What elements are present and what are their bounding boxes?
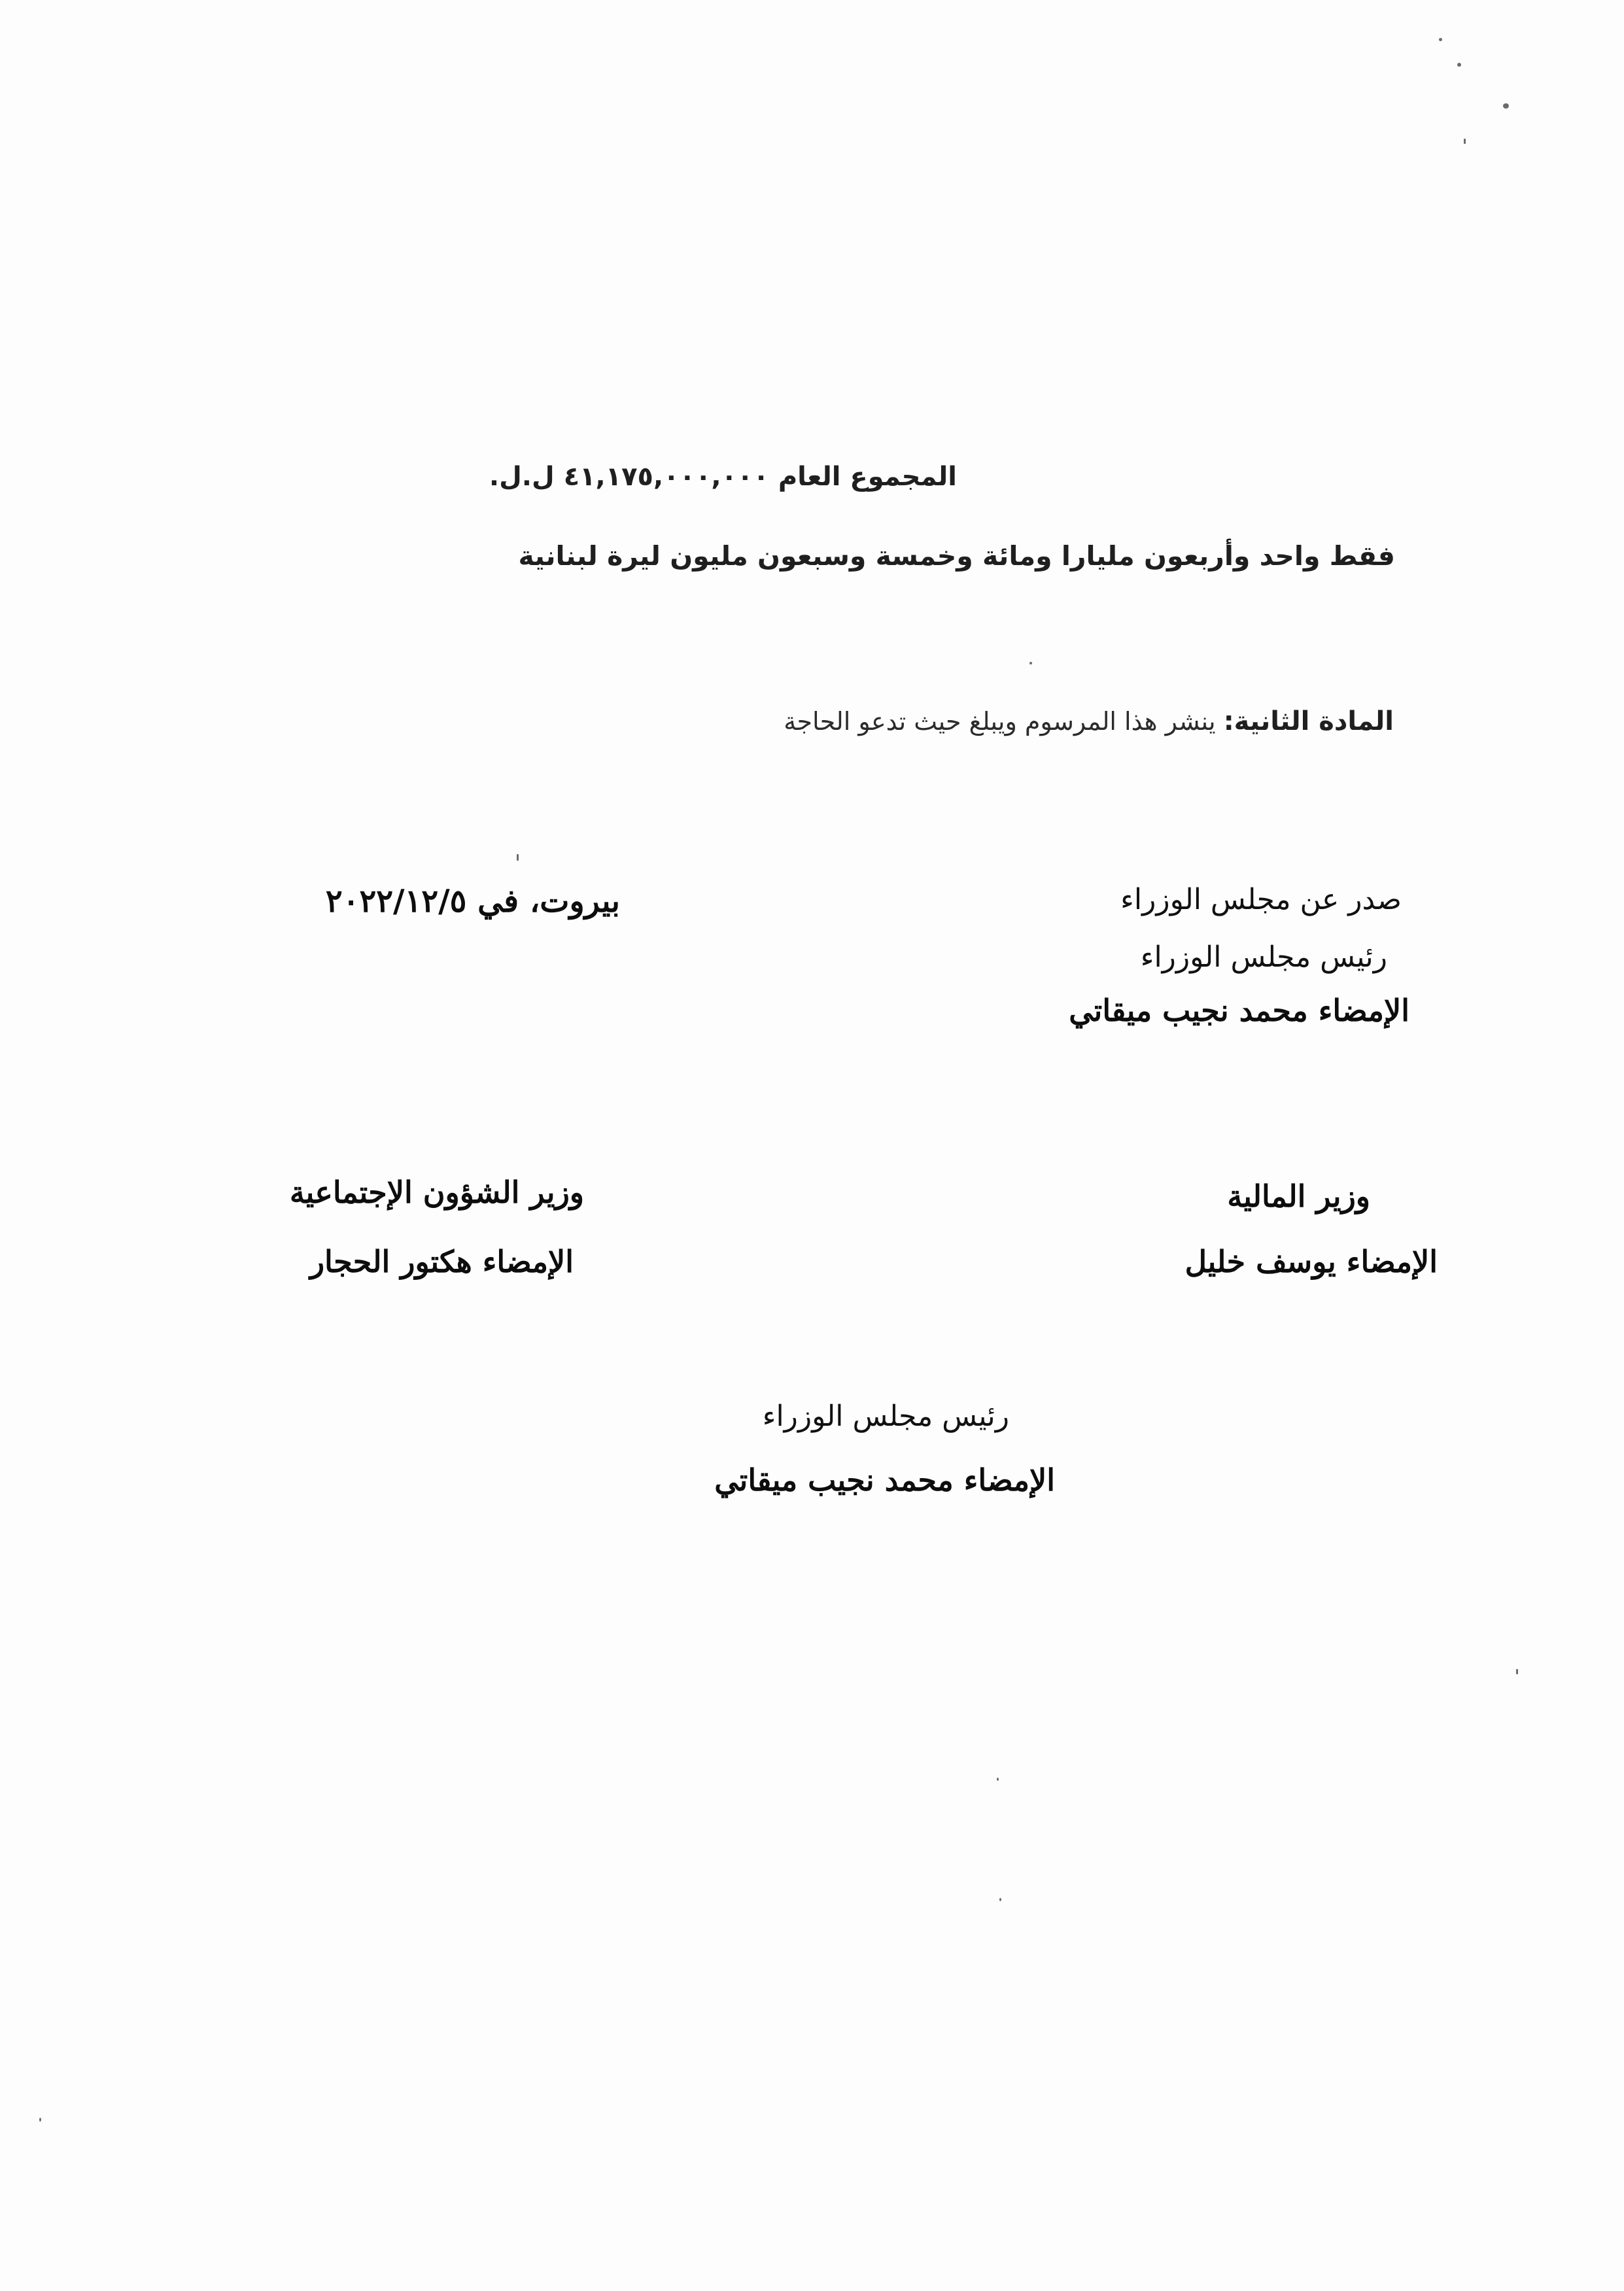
issuance-pm-title: رئيس مجلس الوزراء: [1140, 940, 1387, 974]
place-date: بيروت، في ٢٠٢٢/١٢/٥: [325, 883, 620, 920]
finance-minister-signature: الإمضاء يوسف خليل: [1184, 1244, 1438, 1279]
issuance-pm-signature: الإمضاء محمد نجيب ميقاتي: [1069, 993, 1409, 1028]
scan-speck: [997, 1778, 999, 1781]
total-amount: ٤١,١٧٥,٠٠٠,٠٠٠: [563, 462, 769, 492]
scan-speck: [1457, 63, 1461, 67]
scan-speck: [1503, 103, 1509, 109]
total-label: المجموع العام: [778, 462, 957, 492]
pm-signature: الإمضاء محمد نجيب ميقاتي: [714, 1462, 1055, 1498]
article-two-heading: المادة الثانية:: [1223, 706, 1394, 736]
scan-speck: [999, 1898, 1001, 1901]
currency-label: ل.ل.: [489, 462, 555, 492]
pm-title: رئيس مجلس الوزراء: [762, 1400, 1009, 1433]
article-two: [784, 706, 1394, 736]
scan-speck: [1439, 38, 1442, 41]
scan-speck: [517, 854, 519, 861]
total-line: [489, 462, 957, 492]
social-minister-signature: الإمضاء هكتور الحجار: [309, 1244, 574, 1279]
scan-speck: [1464, 139, 1466, 144]
scan-speck: [1029, 662, 1032, 664]
scan-speck: [1516, 1669, 1518, 1674]
social-minister-title: وزير الشؤون الإجتماعية: [289, 1175, 584, 1210]
finance-minister-title: وزير المالية: [1227, 1179, 1370, 1214]
scan-speck: [39, 2118, 41, 2122]
total-in-words: فقط واحد وأربعون مليارا ومائة وخمسة وسبعون مليون ليرة لبنانية: [518, 540, 1395, 572]
issued-by: صدر عن مجلس الوزراء: [1120, 883, 1402, 916]
article-two-text: ينشر هذا المرسوم ويبلغ حيث تدعو الحاجة: [784, 707, 1216, 736]
